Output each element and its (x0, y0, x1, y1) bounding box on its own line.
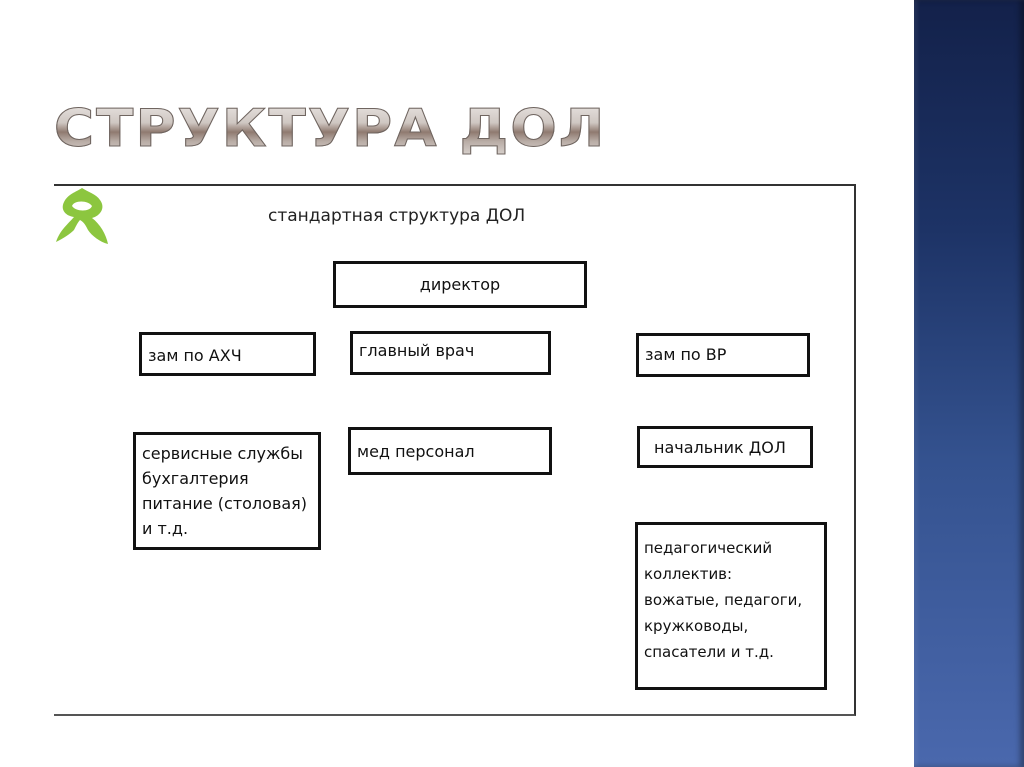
deputy-ahch-label: зам по АХЧ (148, 346, 242, 365)
deputy-vr-label: зам по ВР (645, 345, 727, 364)
box-teaching-staff (635, 522, 827, 690)
teaching-line-3: вожатые, педагоги, (644, 591, 803, 609)
medical-staff-label: мед персонал (357, 442, 475, 461)
box-deputy-vr (636, 333, 810, 377)
box-service-departments (133, 432, 321, 550)
teaching-line-1: педагогический (644, 539, 773, 557)
camp-head-label: начальник ДОЛ (654, 438, 786, 457)
slide-title: СТРУКТУРА ДОЛ (54, 99, 607, 159)
box-chief-doctor (350, 331, 551, 375)
box-camp-head (637, 426, 813, 468)
box-deputy-ahch (139, 332, 316, 376)
diagram-subtitle: стандартная структура ДОЛ (268, 206, 526, 226)
decorative-sidebar (914, 0, 1024, 767)
teaching-line-2: коллектив: (644, 565, 733, 583)
service-line-4: и т.д. (142, 519, 189, 538)
director-label: директор (419, 275, 501, 294)
pioneer-scarf-logo-icon (54, 186, 110, 248)
chief-doctor-label: главный врач (359, 341, 475, 360)
box-medical-staff (348, 427, 552, 475)
service-line-3: питание (столовая) (142, 494, 308, 513)
service-line-2: бухгалтерия (142, 469, 249, 488)
service-line-1: сервисные службы (142, 444, 303, 463)
box-director (333, 261, 587, 308)
teaching-line-5: спасатели и т.д. (644, 643, 774, 661)
teaching-line-4: кружководы, (644, 617, 749, 635)
